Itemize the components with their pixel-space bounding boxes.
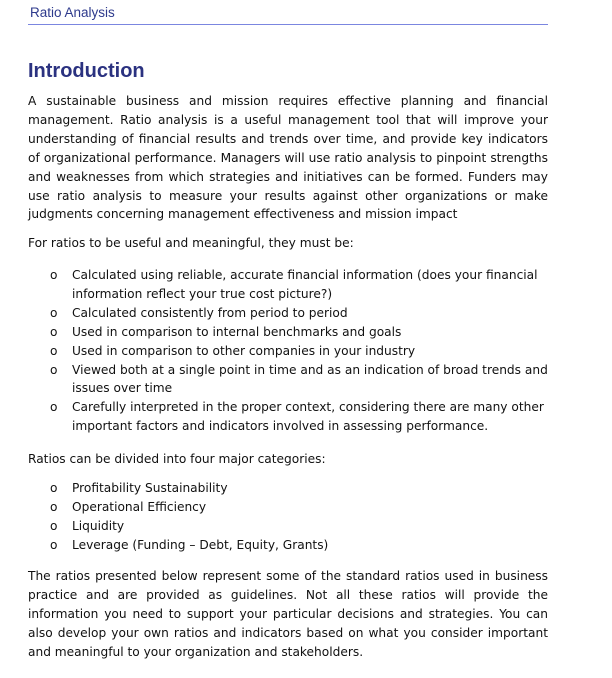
list-item: o Operational Efficiency [50, 498, 548, 517]
section-heading: Introduction [28, 60, 145, 82]
categories-list [50, 479, 548, 555]
intro-paragraph: A sustainable business and mission requires effective planning and financial management. Ratio analysis is a useful management tool that will improve your understanding of financial results and trends over time, and provide key indicators of organizational performance. Managers will use ratio analysis to pinpoint strengths and weaknesses from which strategies and initiatives can be formed. Funders may use ratio analysis to measure your results against other organizations or make judgments concerning management effectiveness and mission impact [28, 94, 548, 222]
header-rule [28, 24, 548, 25]
running-header: Ratio Analysis [30, 5, 115, 20]
list-item: o Leverage (Funding – Debt, Equity, Grants) [50, 536, 548, 555]
list-item: o Used in comparison to other companies in your industry [50, 342, 548, 361]
criteria-intro: For ratios to be useful and meaningful, they must be: [28, 236, 354, 250]
list-item: o Calculated consistently from period to period [50, 304, 548, 323]
closing-paragraph: The ratios presented below represent some of the standard ratios used in business practice and are provided as guidelines. Not all these ratios will provide the information you need to support your particular decisions and strategies. You can also develop your own ratios and indicators based on what you consider important and meaningful to your organization and stakeholders. [28, 569, 548, 659]
list-item: o Viewed both at a single point in time and as an indication of broad trends and issues over time [50, 361, 548, 399]
list-item: o Profitability Sustainability [50, 479, 548, 498]
categories-intro: Ratios can be divided into four major categories: [28, 452, 326, 466]
list-item: o Used in comparison to internal benchmarks and goals [50, 323, 548, 342]
list-item: o Carefully interpreted in the proper context, considering there are many other important factors and indicators involved in assessing performance. [50, 398, 548, 436]
criteria-list [50, 266, 548, 436]
list-item: o Calculated using reliable, accurate financial information (does your financial information reflect your true cost picture?) [50, 266, 548, 304]
list-item: o Liquidity [50, 517, 548, 536]
